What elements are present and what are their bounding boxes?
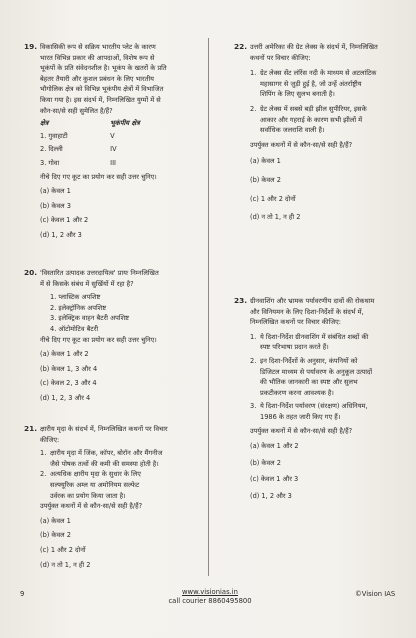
option-a[interactable]: (a) केवल 1 (250, 157, 281, 166)
stem-line: विकासिकी रूप से सक्रिय भारतीय प्लेट के कारण (40, 43, 156, 51)
statement-item (250, 104, 402, 136)
stem-line: और विनियमन के लिए दिशा-निर्देशों के संदर्भ में, (250, 307, 364, 316)
question-number: 19. (24, 42, 38, 51)
stem-line: उत्तरी अमेरिका की ग्रेट लेक्स के संदर्भ में, निम्नलिखित (250, 43, 378, 51)
statement-line: ग्रेट लेक्स सेंट लॉरेंस नदी के माध्यम से अटलांटिक (260, 69, 377, 78)
question-stem (40, 42, 200, 116)
stem-line: भूकंपों के प्रति संवेदनशील है। भूकंप के खतरों के प्रति (40, 64, 167, 73)
table-row (40, 158, 180, 172)
statement-line: सल्फ्यूरिक अम्ल या अमोनियम सल्फेट (50, 480, 140, 489)
option-d[interactable]: (d) 1, 2, 3 और 4 (40, 393, 91, 402)
stem-line: क्षारीय मृदा के संदर्भ में, निम्नलिखित कथनों पर विचार (40, 425, 168, 433)
stem-line: 'विस्तारित उत्पादक उत्तरदायित्व' प्रायः निम्नलिखित (40, 269, 159, 277)
statement-line: सर्वाधिक जलराशि वाली है। (260, 126, 325, 135)
statement-line: ग्रेट लेक्स में सबसे बड़ी झील सुपीरियर, इसके (260, 104, 367, 113)
question-prompt: उपर्युक्त कथनों में से कौन-सा/से सही है/हैं? (250, 426, 353, 435)
question-number: 21. (24, 424, 38, 433)
statement-line: क्षारीय मृदा में जिंक, कॉपर, बोरॉन और मैंगनीज (50, 449, 163, 458)
options-list (250, 156, 402, 222)
question-20 (24, 268, 200, 408)
statement-list (250, 332, 402, 423)
footer-center (150, 588, 270, 606)
option-c[interactable]: (c) केवल 1 और 3 (250, 475, 299, 484)
list-item: 3. इलेक्ट्रिक वाहन बैटरी अपशिष्ट (50, 314, 129, 323)
statement-item (250, 401, 402, 422)
stem-line: निम्नलिखित कथनों पर विचार कीजिए: (250, 318, 341, 327)
brand-copyright: ©Vision IAS (355, 590, 396, 598)
statement-line: डिजिटल माध्यम से पर्यावरण के अनुकूल उत्पादों (260, 367, 373, 376)
list-item: 2. इलेक्ट्रॉनिक अपशिष्ट (50, 303, 107, 312)
table-cell: 1. गुवाहाटी (40, 131, 68, 140)
option-d[interactable]: (d) न तो 1, न ही 2 (40, 560, 91, 569)
table-cell: IV (110, 145, 117, 154)
option-c[interactable]: (c) 1 और 2 दोनों (40, 545, 86, 554)
question-stem (40, 424, 202, 445)
table-header: भूकंपीय क्षेत्र (110, 119, 140, 128)
statement-line: ये दिशा-निर्देश ग्रीनवाशिंग में संबंधित शब्दों की (260, 332, 369, 341)
statement-number: 1. (250, 69, 257, 78)
statement-line: उर्वरक का प्रयोग किया जाता है। (50, 491, 126, 500)
option-b[interactable]: (b) केवल 2 (250, 458, 281, 467)
question-prompt: उपर्युक्त कथनों में से कौन-सा/से सही है/हैं? (40, 502, 143, 511)
statement-number: 2. (250, 356, 257, 365)
item-list (40, 292, 200, 334)
list-item: 1. प्लास्टिक अपशिष्ट (50, 293, 101, 302)
statement-item (250, 356, 402, 398)
statement-line: जैसे पोषक तत्वों की कमी की समस्या होती है। (50, 459, 159, 468)
table-cell: 2. दिल्ली (40, 145, 63, 154)
option-a[interactable]: (a) केवल 1 (40, 516, 71, 525)
option-c[interactable]: (c) केवल 1 और 2 (40, 216, 89, 225)
stem-line: भौगोलिक क्षेत्र को विभिन्न भूकंपीय क्षेत्रों में विभाजित (40, 85, 164, 94)
option-b[interactable]: (b) केवल 3 (40, 201, 71, 210)
question-stem (250, 296, 402, 328)
stem-line: में से किसके संबंध में सुर्खियों में रहा है? (40, 279, 134, 288)
stem-line: किया गया है। इस संदर्भ में, निम्नलिखित युग्मों में से (40, 95, 161, 104)
statement-item (40, 469, 202, 501)
instruction: नीचे दिए गए कूट का प्रयोग कर सही उत्तर चुनिए। (40, 172, 157, 181)
stem-line: भारत विभिन्न प्रकार की आपदाओं, विशेष रूप से (40, 53, 155, 62)
table-row (40, 131, 180, 145)
statement-item (250, 68, 402, 100)
statement-number: 1. (40, 449, 47, 458)
statement-item (40, 448, 202, 469)
table-header: क्षेत्र (40, 119, 49, 128)
stem-line: कीजिए: (40, 435, 60, 444)
option-b[interactable]: (b) केवल 1, 3 और 4 (40, 364, 98, 373)
statement-line: इन दिशा-निर्देशों के अनुसार, कंपनियों को (260, 356, 358, 365)
statement-list (40, 448, 202, 501)
option-d[interactable]: (d) न तो 1, न ही 2 (250, 213, 301, 222)
question-19 (24, 42, 200, 245)
option-a[interactable]: (a) केवल 1 (40, 187, 71, 196)
statement-line: आकार और गहराई के कारण सभी झीलों में (260, 115, 363, 124)
question-number: 23. (234, 296, 248, 305)
option-c[interactable]: (c) केवल 2, 3 और 4 (40, 379, 97, 388)
question-21 (24, 424, 202, 574)
stem-line: ग्रीनवाशिंग और भ्रामक पर्यावरणीय दावों की रोकथाम (250, 297, 375, 305)
match-table (40, 118, 180, 171)
statement-line: अत्यधिक क्षारीय मृदा के सुधार के लिए (50, 470, 141, 479)
question-stem (250, 42, 402, 63)
table-cell: V (110, 131, 115, 140)
question-23 (234, 296, 402, 506)
statement-number: 1. (250, 332, 257, 341)
options-list (40, 349, 200, 403)
statement-line: 1986 के तहत जारी किए गए हैं। (260, 412, 341, 421)
option-b[interactable]: (b) केवल 2 (40, 531, 71, 540)
question-number: 22. (234, 42, 248, 51)
options-list (40, 186, 200, 240)
statement-number: 3. (250, 402, 257, 411)
statement-item (250, 332, 402, 353)
instruction: नीचे दिए गए कूट का प्रयोग कर सही उत्तर चुनिए। (40, 335, 157, 344)
option-d[interactable]: (d) 1, 2 और 3 (250, 491, 292, 500)
option-b[interactable]: (b) केवल 2 (250, 175, 281, 184)
statement-number: 2. (40, 470, 47, 479)
options-list (40, 516, 202, 570)
courier-contact: call courier 8860495800 (168, 597, 252, 605)
option-a[interactable]: (a) केवल 1 और 2 (250, 442, 299, 451)
statement-line: ये दिशा-निर्देश पर्यावरण (संरक्षण) अधिनियम, (260, 402, 368, 411)
column-divider (208, 38, 209, 576)
option-d[interactable]: (d) 1, 2 और 3 (40, 230, 82, 239)
statement-line: की भौतिक जानकारी का स्पष्ट और सुलभ (260, 378, 358, 387)
option-a[interactable]: (a) केवल 1 और 2 (40, 350, 89, 359)
table-cell: III (110, 158, 116, 167)
question-prompt: उपर्युक्त कथनों में से कौन-सा/से सही है/हैं? (250, 140, 353, 149)
website-link[interactable]: www.visionias.in (182, 588, 238, 596)
statement-list (250, 68, 402, 136)
stem-line: बेहतर तैयारी और कुशल प्रबंधन के लिए भारतीय (40, 74, 154, 83)
list-item: 4. ऑटोमोटिव बैटरी (50, 324, 99, 333)
options-list (250, 441, 402, 501)
page-number: 9 (20, 590, 25, 598)
statement-number: 2. (250, 104, 257, 113)
stem-line: कथनों पर विचार कीजिए: (250, 53, 311, 62)
question-number: 20. (24, 268, 38, 277)
statement-line: शिपिंग के लिए सुलभ बनाती है। (260, 90, 335, 99)
table-cell: 3. गोवा (40, 158, 60, 167)
question-22 (234, 42, 402, 227)
option-c[interactable]: (c) 1 और 2 दोनों (250, 194, 296, 203)
statement-line: स्पष्ट परिभाषा प्रदान करते हैं। (260, 343, 329, 352)
statement-line: महासागर से जुड़ी हुई है, जो उन्हें अंतर्राष्ट्रीय (260, 79, 362, 88)
question-stem (40, 268, 200, 289)
stem-line: कौन-सा/से सही सुमेलित है/हैं? (40, 106, 113, 115)
statement-line: प्रकटीकरण करना आवश्यक है। (260, 388, 334, 397)
table-row (40, 144, 180, 158)
